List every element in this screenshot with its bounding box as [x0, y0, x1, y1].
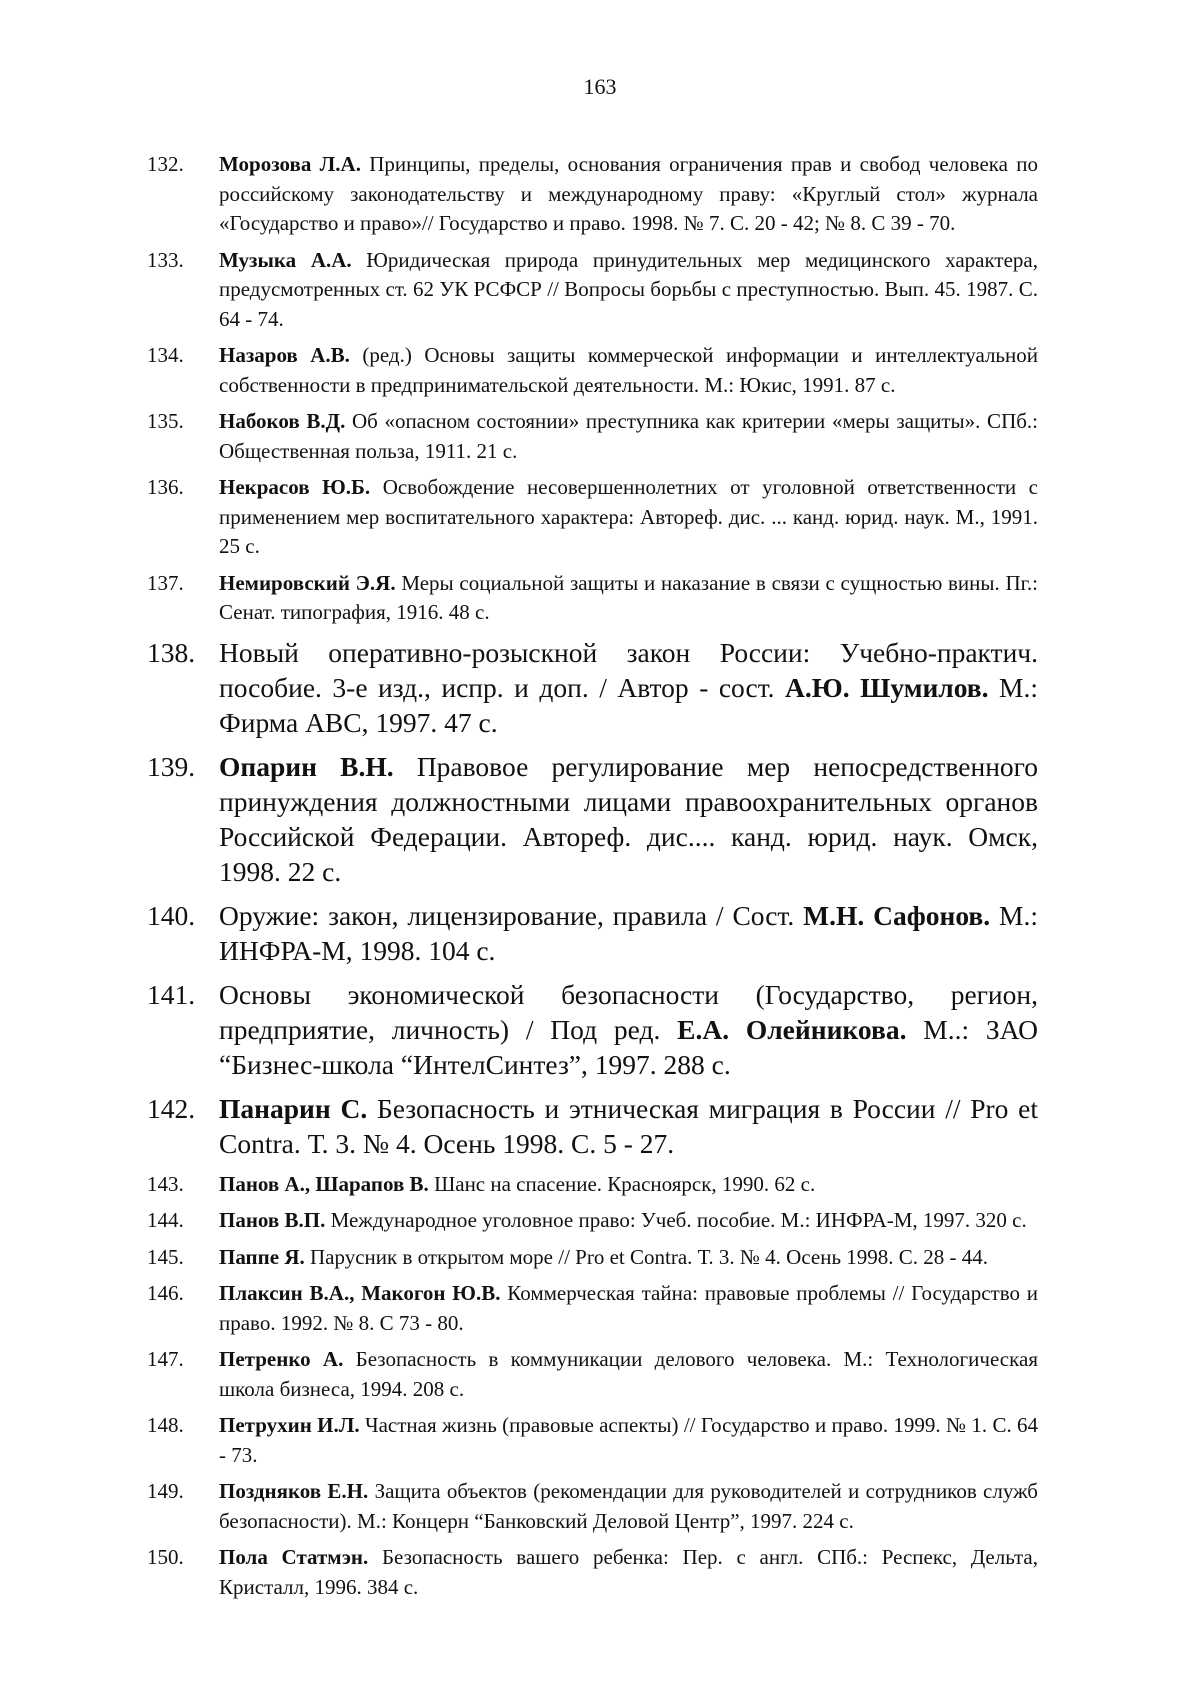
bibliography-entry — [147, 569, 1039, 628]
entry-text: Правовое регулирование мер непосредственного принуждения должностными лицами правоохранительных органов Российской Федерации. Автореф. дис.... канд. юрид. наук. Омск, 1998. 22 с. — [219, 750, 1039, 887]
entry-text: (ред.) Основы защиты коммерческой информации и интеллектуальной собственности в предпринимательской деятельности. М.: Юкис, 1991. 87 с. — [219, 343, 1038, 397]
entry-author: Набоков В.Д. — [219, 409, 346, 433]
entry-number: 146. — [147, 1281, 184, 1305]
entry-number: 143. — [147, 1171, 184, 1196]
entry-text: Принципы, пределы, основания ограничения прав и свобод человека по российскому законодательству и международному праву: «Круглый стол» журнала «Государство и право»// Государство и право. 1998. № 7. С. 20 - 42; № 8. С 39 - 70. — [219, 152, 1039, 235]
bibliography-entry — [147, 473, 1039, 562]
bibliography-entry — [147, 246, 1038, 335]
entry-number: 132. — [147, 152, 184, 176]
entry-number: 133. — [147, 247, 184, 272]
entry-text: Безопасность в коммуникации делового человека. М.: Технологическая школа бизнеса, 1994. 208 с. — [219, 1347, 1038, 1401]
entry-text: Оружие: закон, лицензирование, правила / Сост. — [219, 899, 804, 931]
entry-number: 149. — [147, 1479, 184, 1503]
entry-text: Основы экономической безопасности (Государство, регион, предприятие, личность) / Под ред. — [219, 978, 1038, 1045]
entry-author: Назаров А.В. — [219, 343, 350, 367]
entry-author: Опарин В.Н. — [219, 750, 394, 782]
bibliography-entry — [147, 1411, 1039, 1470]
entry-text: Коммерческая тайна: правовые проблемы // Государство и право. 1992. № 8. С 73 - 80. — [219, 1281, 1039, 1335]
entry-number: 134. — [147, 343, 184, 367]
entry-author: Пола Статмэн. — [219, 1545, 369, 1569]
entry-text: Безопасность и этническая миграция в России // Pro et Contra. Т. 3. № 4. Осень 1998. С. 5 - 27. — [219, 1092, 1038, 1159]
entry-text-tail: М.: Фирма АВС, 1997. 47 с. — [219, 671, 1038, 738]
page-number: 163 — [583, 74, 617, 99]
entry-number: 137. — [147, 570, 184, 595]
entry-text: Шанс на спасение. Красноярск, 1990. 62 с. — [428, 1171, 816, 1196]
entry-number: 147. — [147, 1347, 184, 1371]
entry-number: 138. — [147, 636, 196, 668]
entry-number: 139. — [147, 750, 196, 782]
entry-author: Паппе Я. — [219, 1244, 305, 1269]
bibliography-entry — [147, 898, 1039, 968]
entry-author: Некрасов Ю.Б. — [219, 475, 371, 499]
entry-number: 135. — [147, 409, 184, 433]
bibliography-entry — [147, 749, 1039, 889]
entry-author: Морозова Л.А. — [219, 152, 361, 176]
bibliography-entry — [147, 1477, 1038, 1536]
entry-number: 148. — [147, 1413, 184, 1437]
entry-number: 141. — [147, 978, 196, 1010]
bibliography-entry — [147, 407, 1038, 466]
entry-text: Защита объектов (рекомендации для руководителей и сотрудников служб безопасности). М.: Концерн “Банковский Деловой Центр”, 1997. 224 с. — [219, 1479, 1038, 1533]
bibliography-entry — [147, 341, 1038, 400]
entry-author: Немировский Э.Я. — [219, 570, 396, 595]
entry-editor: Е.А. Олейникова. — [677, 1013, 907, 1045]
entry-author: Петрухин И.Л. — [219, 1413, 360, 1437]
bibliography-entry — [147, 1543, 1038, 1602]
entry-author: Плаксин В.А., Макогон Ю.В. — [219, 1281, 501, 1305]
bibliography-entry — [147, 1091, 1038, 1161]
bibliography-entry — [147, 1206, 1038, 1236]
entry-text: Юридическая природа принудительных мер медицинского характера, предусмотренных ст. 62 УК РСФСР // Вопросы борьбы с преступностью. Вып. 45. 1987. С. 64 - 74. — [219, 247, 1038, 331]
entry-editor: М.Н. Сафонов. — [803, 899, 991, 931]
entry-text: Частная жизнь (правовые аспекты) // Государство и право. 1999. № 1. С. 64 - 73. — [219, 1413, 1039, 1467]
entry-number: 142. — [147, 1092, 196, 1124]
entry-number: 145. — [147, 1244, 184, 1269]
bibliography-entry — [147, 1243, 1038, 1273]
entry-number: 144. — [147, 1208, 184, 1232]
entry-author: Поздняков Е.Н. — [219, 1479, 369, 1503]
entry-author: Музыка А.А. — [219, 247, 352, 272]
entry-number: 140. — [147, 899, 196, 931]
entry-editor: А.Ю. Шумилов. — [785, 671, 989, 703]
entry-text-tail: М..: ЗАО “Бизнес-школа “ИнтелСинтез”, 1997. 288 с. — [219, 1013, 1038, 1080]
entry-text: Об «опасном состоянии» преступника как критерии «меры защиты». СПб.: Общественная польза, 1911. 21 с. — [219, 409, 1038, 463]
entry-text: Освобождение несовершеннолетних от уголовной ответственности с применением мер воспитательного характера: Автореф. дис. ... канд. юрид. наук. М., 1991. 25 с. — [219, 475, 1039, 558]
entry-author: Панов А., Шарапов В. — [219, 1171, 429, 1196]
bibliography-entry — [147, 150, 1039, 239]
bibliography-entry — [147, 1345, 1038, 1404]
bibliography-entry — [147, 977, 1038, 1082]
entry-text: Новый оперативно-розыскной закон России: Учебно-практич. пособие. 3-е изд., испр. и доп. / Автор - сост. — [219, 636, 1038, 703]
bibliography-entry — [147, 1279, 1039, 1338]
entry-number: 150. — [147, 1545, 184, 1569]
entry-author: Петренко А. — [219, 1347, 344, 1371]
bibliography-list — [147, 150, 1039, 1609]
entry-number: 136. — [147, 475, 184, 499]
bibliography-entry — [147, 635, 1038, 740]
entry-text: Международное уголовное право: Учеб. пособие. М.: ИНФРА-М, 1997. 320 с. — [325, 1208, 1027, 1232]
entry-text-tail: М.: ИНФРА-М, 1998. 104 с. — [219, 899, 1039, 966]
bibliography-entry — [147, 1170, 1038, 1200]
entry-text: Безопасность вашего ребенка: Пер. с англ. СПб.: Респекс, Дельта, Кристалл, 1996. 384 с. — [219, 1545, 1038, 1599]
entry-text: Меры социальной защиты и наказание в связи с сущностью вины. Пг.: Сенат. типография, 1916. 48 с. — [219, 570, 1039, 624]
entry-author: Панарин С. — [219, 1092, 368, 1124]
entry-text: Парусник в открытом море // Pro et Contra. Т. 3. № 4. Осень 1998. С. 28 - 44. — [304, 1244, 989, 1269]
entry-author: Панов В.П. — [219, 1208, 326, 1232]
